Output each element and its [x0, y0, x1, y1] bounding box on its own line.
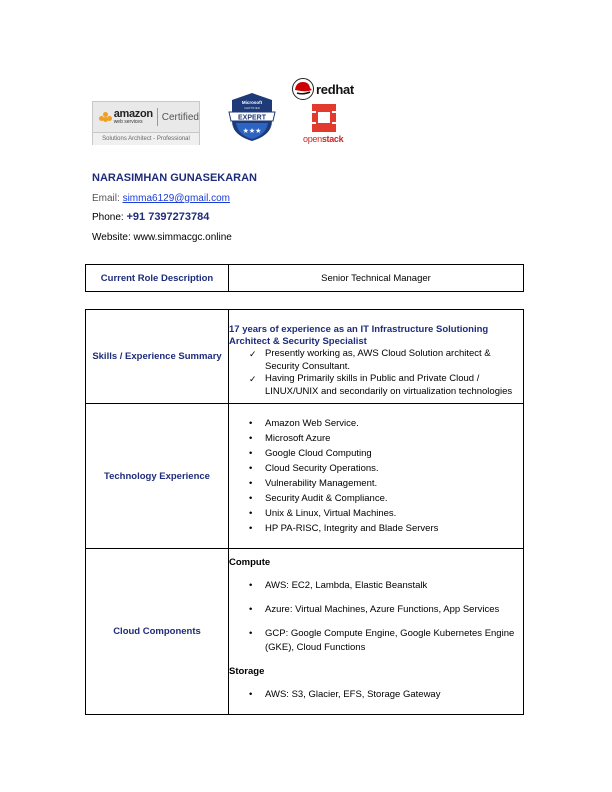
phone-label: Phone: — [92, 212, 127, 223]
microsoft-expert-badge — [226, 91, 278, 143]
openstack-label: openstack — [303, 134, 344, 144]
table-row — [86, 549, 524, 715]
compute-heading: Compute — [229, 557, 271, 568]
summary-label: Skills / Experience Summary — [86, 310, 229, 404]
list-item: • Microsoft Azure — [249, 431, 523, 446]
storage-heading: Storage — [229, 666, 265, 677]
compute-list — [229, 579, 523, 655]
table-row — [86, 265, 524, 292]
technology-list — [229, 416, 523, 536]
aws-certified-label: Certified — [161, 111, 199, 123]
phone-line — [92, 211, 209, 223]
list-item: • Security Audit & Compliance. — [249, 491, 523, 506]
aws-brand: amazon — [113, 108, 153, 120]
aws-subbrand: web services — [113, 119, 143, 125]
list-item: • Cloud Security Operations. — [249, 461, 523, 476]
list-item: • Amazon Web Service. — [249, 416, 523, 431]
role-table — [85, 264, 524, 292]
role-label: Current Role Description — [86, 265, 229, 292]
email-label: Email: — [92, 193, 123, 204]
table-row — [86, 404, 524, 549]
list-item: • Google Cloud Computing — [249, 446, 523, 461]
aws-certified-logo — [92, 101, 200, 145]
list-item: • AWS: S3, Glacier, EFS, Storage Gateway — [249, 688, 523, 702]
role-value: Senior Technical Manager — [229, 265, 524, 292]
cloud-label: Cloud Components — [86, 549, 229, 715]
list-item: • Azure: Virtual Machines, Azure Functions, App Services — [249, 603, 523, 617]
email-line — [92, 193, 230, 204]
svg-text:★★★: ★★★ — [242, 127, 262, 135]
table-row — [86, 310, 524, 404]
technology-label: Technology Experience — [86, 404, 229, 549]
svg-text:Microsoft: Microsoft — [241, 100, 263, 105]
website-line: Website: www.simmacgc.online — [92, 232, 232, 243]
email-link[interactable]: simma6129@gmail.com — [122, 193, 230, 204]
list-item: • Unix & Linux, Virtual Machines. — [249, 506, 523, 521]
list-item: • GCP: Google Compute Engine, Google Kubernetes Engine (GKE), Cloud Functions — [249, 627, 523, 655]
candidate-name: NARASIMHAN GUNASEKARAN — [92, 172, 257, 184]
summary-list — [229, 348, 523, 398]
experience-table — [85, 309, 524, 715]
list-item: • AWS: EC2, Lambda, Elastic Beanstalk — [249, 579, 523, 593]
svg-text:EXPERT: EXPERT — [237, 114, 267, 122]
aws-smile-icon — [99, 112, 112, 122]
phone-number: +91 7397273784 — [126, 211, 210, 223]
redhat-hat-icon — [292, 78, 314, 100]
redhat-logo — [292, 77, 354, 101]
svg-text:CERTIFIED: CERTIFIED — [244, 106, 260, 110]
list-item: • Vulnerability Management. — [249, 476, 523, 491]
list-item: ✓ Having Primarily skills in Public and Private Cloud / LINUX/UNIX and secondarily on virtualization technologies — [249, 373, 523, 398]
redhat-label: redhat — [316, 81, 354, 97]
summary-heading: 17 years of experience as an IT Infrastructure Solutioning Architect & Security Specialist — [229, 324, 489, 347]
storage-list — [229, 688, 523, 702]
list-item: • HP PA-RISC, Integrity and Blade Servers — [249, 521, 523, 536]
list-item: ✓ Presently working as, AWS Cloud Solution architect & Security Consultant. — [249, 348, 523, 373]
aws-caption: Solutions Architect - Professional — [93, 132, 199, 145]
